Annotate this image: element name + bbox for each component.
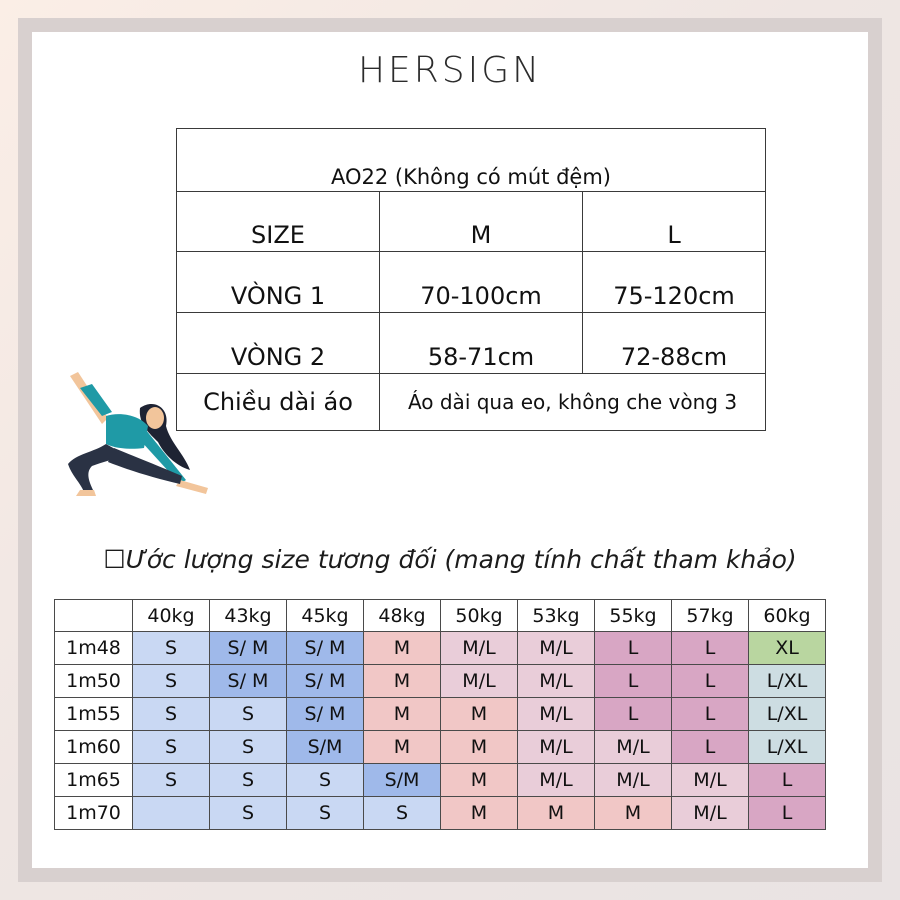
size-cell: M [364,632,441,665]
size-cell: L/XL [749,731,826,764]
size-cell: S [133,665,210,698]
size-cell: M [441,797,518,830]
weight-header: 60kg [749,600,826,632]
spec-vong1-l: 75-120cm [583,252,766,313]
weight-header: 53kg [518,600,595,632]
weight-header: 50kg [441,600,518,632]
size-estimate-subtitle [0,545,900,574]
spec-header-size: SIZE [177,192,380,252]
table-row [55,731,826,764]
size-cell: M [441,764,518,797]
height-label: 1m60 [55,731,133,764]
size-cell: S [364,797,441,830]
size-cell: M [441,731,518,764]
spec-header-m: M [380,192,583,252]
size-cell: S [133,632,210,665]
size-cell: M [364,731,441,764]
spec-vong2-l: 72-88cm [583,313,766,374]
size-cell: S [210,764,287,797]
checkbox-square-icon: ☐ [103,545,126,574]
size-cell: S [210,698,287,731]
size-cell: M [364,698,441,731]
size-cell: M/L [672,764,749,797]
size-cell: L [595,632,672,665]
height-label: 1m50 [55,665,133,698]
size-cell: S [133,698,210,731]
weight-header: 43kg [210,600,287,632]
size-cell: S/ M [210,665,287,698]
size-cell: L [595,665,672,698]
size-cell: S [133,731,210,764]
size-cell: M/L [441,632,518,665]
weight-header: 57kg [672,600,749,632]
spec-length-value: Áo dài qua eo, không che vòng 3 [380,374,766,431]
size-cell: M [364,665,441,698]
size-cell: L [749,764,826,797]
size-cell: M [441,698,518,731]
height-label: 1m65 [55,764,133,797]
table-row [55,698,826,731]
weight-header: 45kg [287,600,364,632]
size-cell: M/L [518,665,595,698]
size-cell: S/M [364,764,441,797]
size-cell: S/M [287,731,364,764]
spec-label-vong2: VÒNG 2 [177,313,380,374]
size-cell: L [672,698,749,731]
size-cell: M/L [595,731,672,764]
size-cell: L [595,698,672,731]
grid-corner-cell [55,600,133,632]
size-cell: L [672,731,749,764]
size-cell: S/ M [287,632,364,665]
spec-title: AO22 (Không có mút đệm) [177,129,766,192]
size-cell: S/ M [287,665,364,698]
size-cell: S/ M [287,698,364,731]
size-cell: M/L [672,797,749,830]
size-cell: S [287,797,364,830]
yoga-woman-illustration [58,368,218,498]
brand-logo: HERSIGN [357,50,543,91]
size-cell: XL [749,632,826,665]
size-cell: M/L [518,731,595,764]
subtitle-text: Ước lượng size tương đối (mang tính chất tham khảo) [125,545,797,574]
size-cell: M/L [518,764,595,797]
size-cell: L [672,632,749,665]
weight-header: 55kg [595,600,672,632]
height-label: 1m55 [55,698,133,731]
table-row [55,797,826,830]
size-cell: S [287,764,364,797]
spec-vong2-m: 58-71cm [380,313,583,374]
spec-header-l: L [583,192,766,252]
spec-label-vong1: VÒNG 1 [177,252,380,313]
size-cell: S [133,764,210,797]
size-cell: M/L [441,665,518,698]
size-cell: S/ M [210,632,287,665]
table-row [55,665,826,698]
spec-table [176,128,766,431]
size-cell: L/XL [749,665,826,698]
size-cell: M/L [518,632,595,665]
height-label: 1m48 [55,632,133,665]
table-row [55,764,826,797]
size-grid-table [54,599,826,830]
size-cell [133,797,210,830]
size-cell: M/L [518,698,595,731]
spec-vong1-m: 70-100cm [380,252,583,313]
weight-header: 40kg [133,600,210,632]
table-row [55,632,826,665]
size-cell: M [595,797,672,830]
spec-label-length: Chiều dài áo [177,374,380,431]
size-cell: M/L [595,764,672,797]
height-label: 1m70 [55,797,133,830]
size-cell: M [518,797,595,830]
size-cell: L [672,665,749,698]
size-cell: L [749,797,826,830]
size-cell: S [210,797,287,830]
size-cell: S [210,731,287,764]
size-cell: L/XL [749,698,826,731]
weight-header: 48kg [364,600,441,632]
